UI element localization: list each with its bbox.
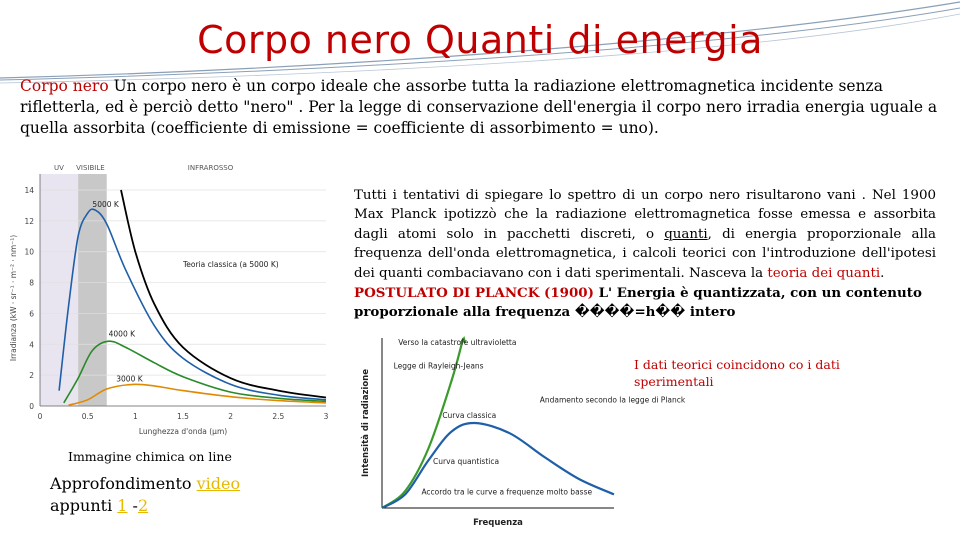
- postulato-text-3: intero: [689, 304, 736, 321]
- intro-lead: Corpo nero: [20, 77, 109, 95]
- y-tick-label: 8: [29, 278, 34, 288]
- postulato-text-2: proporzionale alla frequenza: [354, 304, 575, 321]
- chart2-annotation-5: Accordo tra le curve a frequenze molto basse: [421, 487, 593, 497]
- x-tick-label: 1.5: [177, 412, 189, 421]
- uv-label: UV: [54, 164, 64, 172]
- chart2-annotation-0: Verso la catastrofe ultravioletta: [398, 337, 517, 347]
- intro-text: Un corpo nero è un corpo ideale che assorbe tutta la radiazione elettromagnetica incidente senza rifletterla, ed è perciò detto "nero" . Per la legge di conservazione dell'energia il corpo nero irradia energia uguale a quella assorbita (coefficiente di emissione = coefficiente di assorbimento = uno).: [20, 77, 938, 137]
- chart2-background: [352, 326, 622, 538]
- uv-band: [40, 174, 78, 406]
- approfondimento-label: Approfondimento: [50, 474, 197, 493]
- planck-text-3: .: [880, 265, 885, 281]
- intro-paragraph: [20, 76, 945, 139]
- y-tick-label: 12: [24, 216, 34, 226]
- appunti-link-1[interactable]: 1: [117, 496, 128, 515]
- postulato-text-1: L' Energia è quantizzata, con un contenuto: [593, 285, 922, 301]
- appunti-link-2[interactable]: 2: [137, 496, 149, 515]
- curve-annotation-2: 3000 K: [116, 374, 143, 384]
- quanti-link[interactable]: quanti: [664, 226, 708, 242]
- y-tick-label: 0: [29, 402, 34, 411]
- appunti-separator: -: [127, 496, 138, 515]
- curve-annotation-0: 5000 K: [92, 199, 119, 209]
- y-axis-label: Irradianza (kW · sr⁻¹ · m⁻² · nm⁻¹): [9, 234, 18, 362]
- chart2-y-label: Intensità di radiazione: [361, 369, 371, 477]
- x-tick-label: 1: [132, 412, 138, 421]
- curve-annotation-3: Teoria classica (a 5000 K): [183, 260, 279, 270]
- postulato-label: POSTULATO DI PLANCK (1900): [354, 285, 594, 301]
- approfondimento-block: [50, 473, 240, 517]
- planck-text-1: Tutti i tentativi di spiegare lo spettro di un corpo nero risultarono vani . Nel 1900 Max Planck ipotizzò che la radiazione elettromagnetica fosse emessa e assorbita dagli atomi solo in pacchetti discreti, o: [354, 188, 936, 242]
- y-tick-label: 4: [29, 340, 34, 350]
- curve-annotation-1: 4000 K: [108, 329, 136, 339]
- chart2-x-label: Frequenza: [473, 518, 523, 528]
- y-tick-label: 14: [24, 186, 34, 195]
- planck-paragraph: [354, 186, 936, 283]
- classical-quantum-chart: [352, 326, 686, 538]
- postulato-formula: ����=h��: [574, 304, 690, 321]
- chart2-annotation-1: Legge di Rayleigh-Jeans: [393, 361, 484, 371]
- blackbody-spectrum-chart: [8, 160, 333, 460]
- x-tick-label: 0.5: [81, 412, 94, 421]
- y-tick-label: 10: [24, 247, 34, 257]
- appunti-label: appunti: [50, 496, 118, 515]
- x-tick-label: 2.5: [272, 412, 285, 421]
- chart2-annotation-3: Curva quantistica: [433, 456, 500, 466]
- x-tick-label: 3: [323, 412, 329, 421]
- page-title: Corpo nero Quanti di energia: [197, 18, 763, 62]
- y-tick-label: 6: [29, 309, 34, 319]
- visible-label: VISIBILE: [76, 164, 105, 172]
- x-tick-label: 2: [228, 412, 234, 421]
- note-text: I dati teorici coincidono co i dati sperimentali: [634, 357, 840, 389]
- planck-text-2: , di energia proporzionale alla frequenza dell'onda elettromagnetica, i calcoli teorici con l'introduzione dell'ipotesi dei quanti combaciavano con i dati sperimentali. Nasceva la: [354, 226, 936, 281]
- image-caption: Immagine chimica on line: [68, 449, 232, 464]
- teoria-quanti: teoria dei quanti: [767, 265, 881, 281]
- chart2-annotation-4: Andamento secondo la legge di Planck: [539, 395, 686, 405]
- x-axis-label: Lunghezza d'onda (μm): [138, 427, 228, 436]
- video-link[interactable]: video: [196, 474, 241, 493]
- y-tick-label: 2: [29, 371, 34, 381]
- x-tick-label: 0: [37, 412, 43, 421]
- chart2-annotation-2: Curva classica: [442, 410, 497, 420]
- postulato-block: [354, 284, 944, 323]
- infrared-label: INFRAROSSO: [187, 164, 234, 172]
